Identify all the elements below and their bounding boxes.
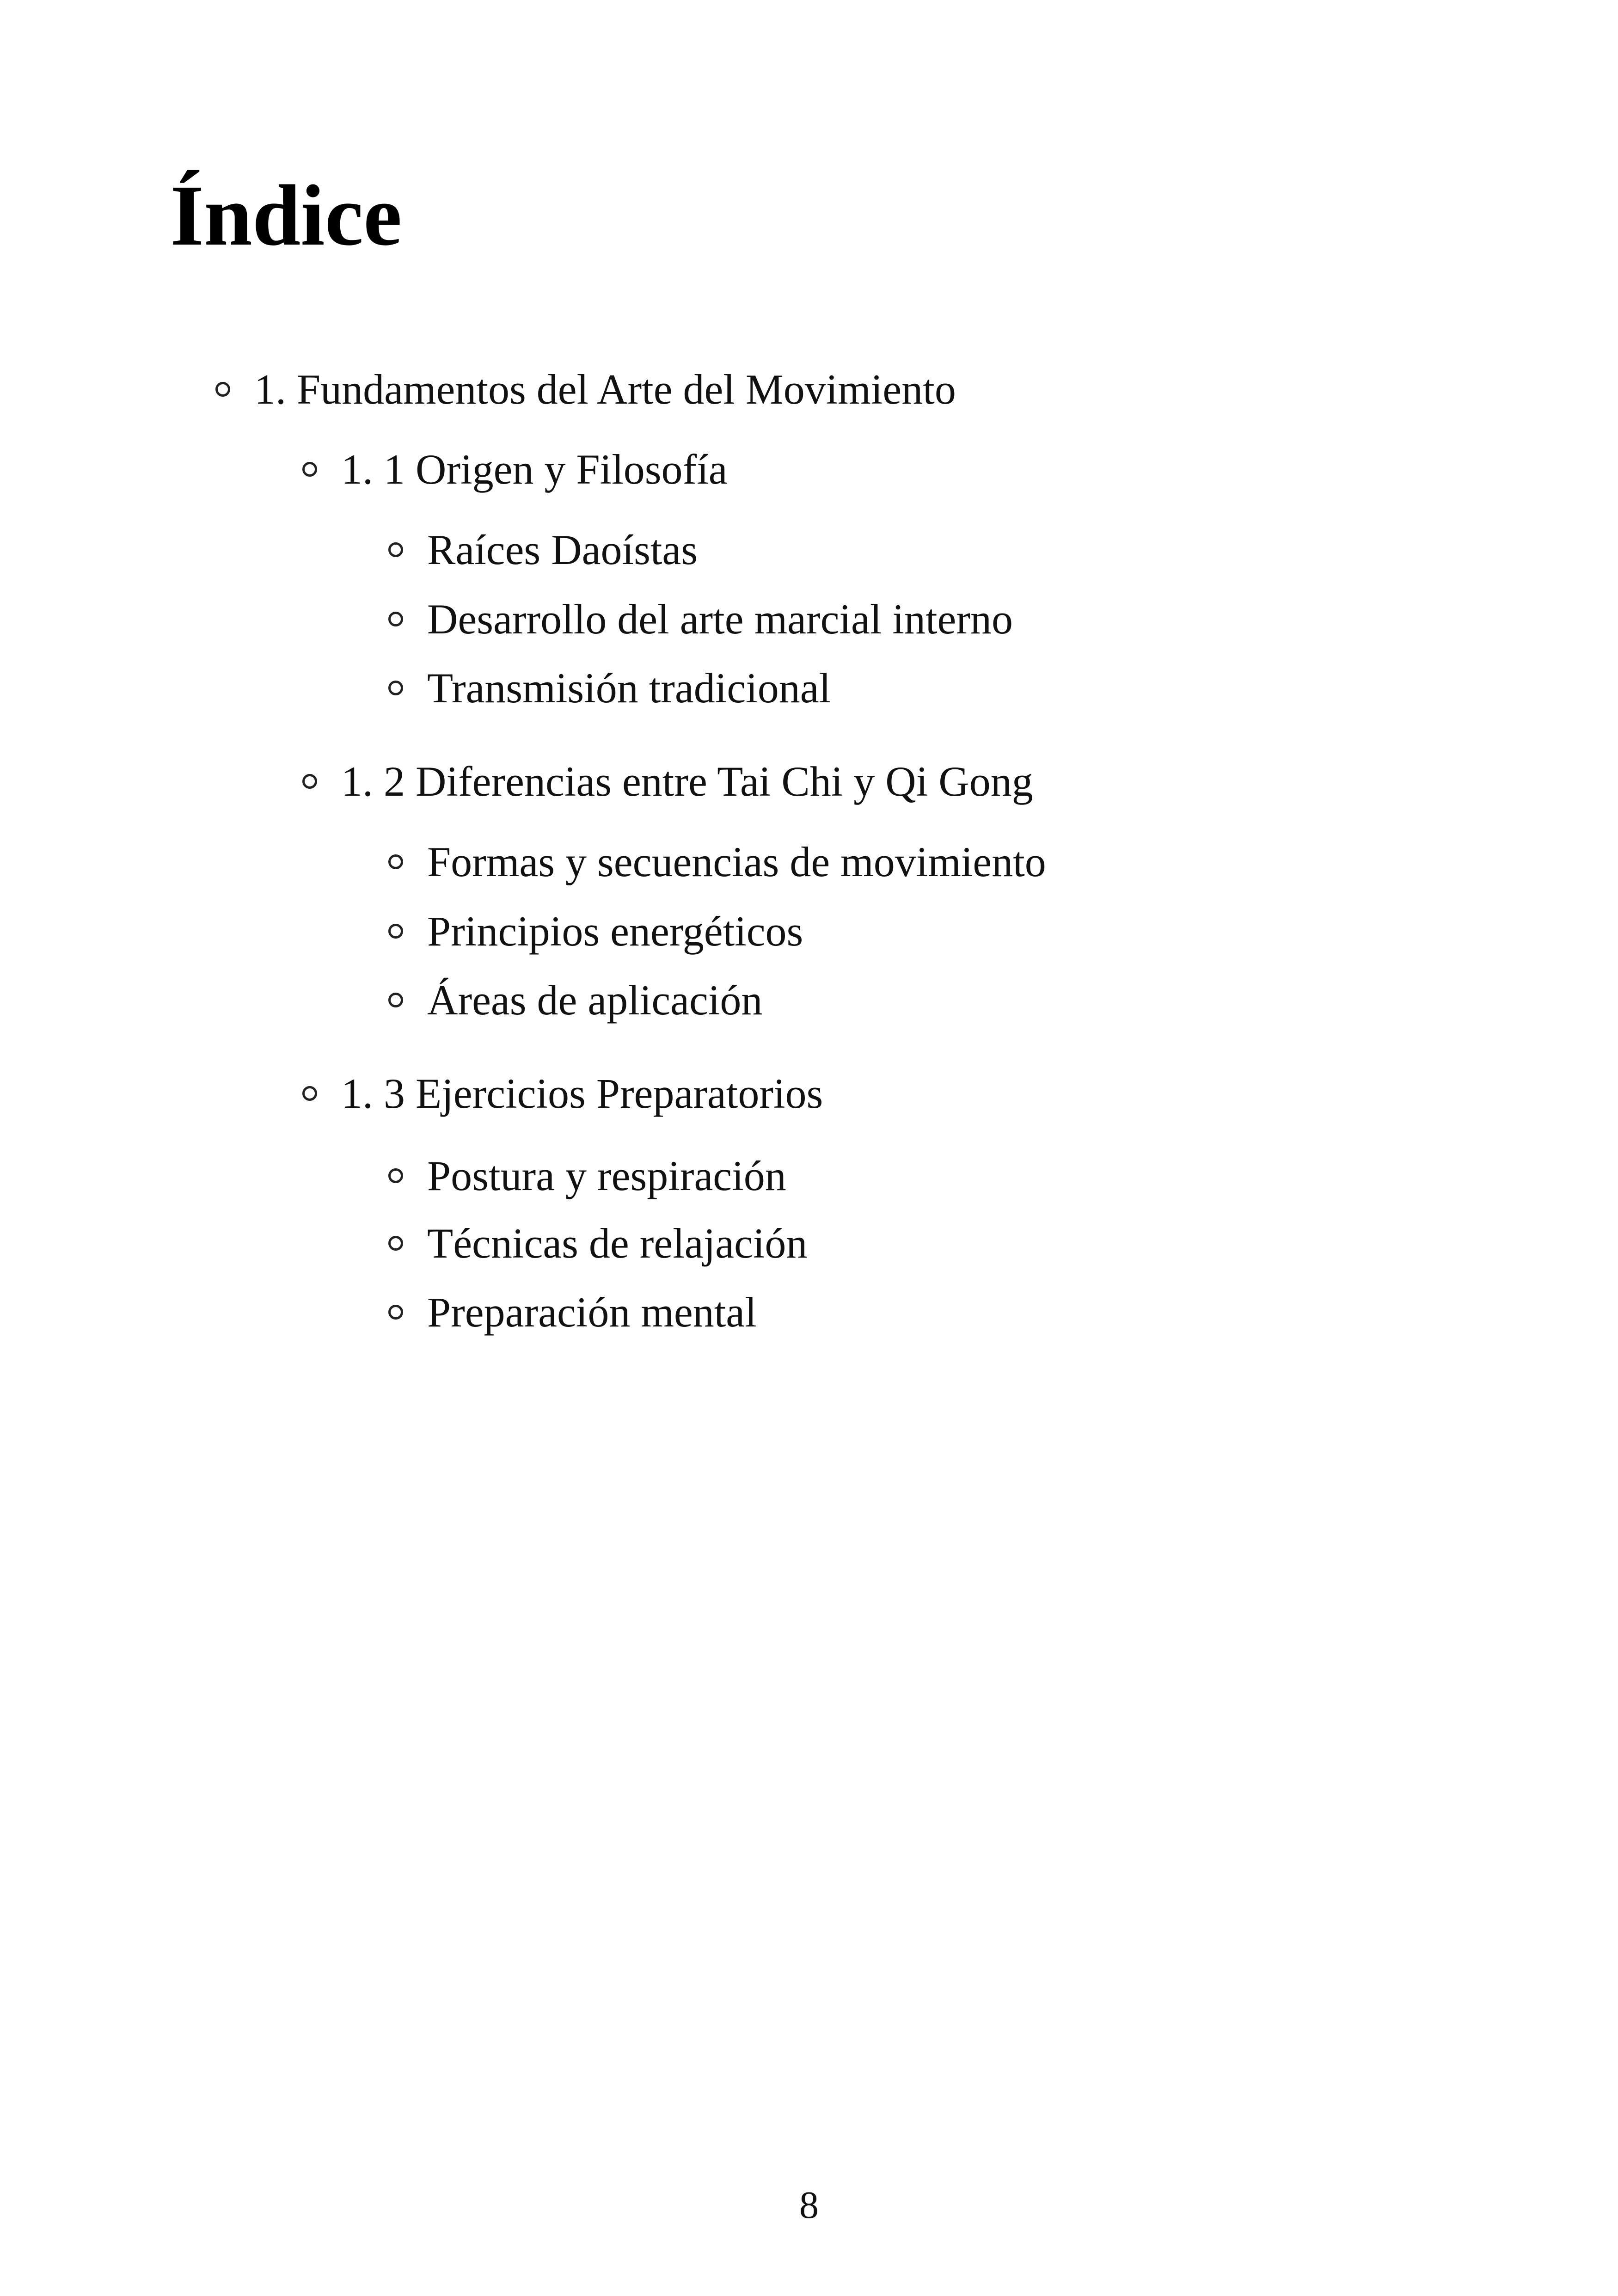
hollow-circle-bullet-icon [388,1236,403,1251]
hollow-circle-bullet-icon [388,1168,403,1183]
toc-entry-label: Transmisión tradicional [427,664,831,712]
toc-entry-label: Principios energéticos [427,908,803,955]
toc-entry-section-1-3 [302,1072,823,1115]
hollow-circle-bullet-icon [215,382,230,397]
hollow-circle-bullet-icon [302,1086,317,1101]
page-number: 8 [799,2184,819,2227]
hollow-circle-bullet-icon [388,1305,403,1320]
toc-entry-label: Desarrollo del arte marcial interno [427,595,1013,643]
hollow-circle-bullet-icon [302,774,317,789]
toc-entry-label: Áreas de aplicación [427,976,763,1024]
toc-entry-label: Preparación mental [427,1289,757,1336]
page-title: Índice [170,167,402,264]
hollow-circle-bullet-icon [388,612,403,626]
toc-entry-label: Formas y secuencias de movimiento [427,838,1046,885]
toc-entry-section-1-1 [302,448,728,491]
toc-entry-label: 1. Fundamentos del Arte del Movimiento [254,366,956,413]
toc-entry-subitem [388,1222,807,1265]
toc-entry-label: 1. 3 Ejercicios Preparatorios [341,1070,823,1117]
toc-entry-label: Postura y respiración [427,1152,786,1199]
toc-entry-subitem [388,1154,786,1197]
toc-entry-subitem [388,976,763,1024]
toc-entry-subitem [388,664,831,712]
toc-entry-section-1-2 [302,760,1033,803]
toc-entry-subitem [388,595,1013,643]
toc-entry-label: Técnicas de relajación [427,1220,808,1267]
toc-entry-subitem [388,838,1046,885]
toc-entry-label: 1. 2 Diferencias entre Tai Chi y Qi Gong [341,758,1033,805]
toc-entry-subitem [388,1289,757,1336]
toc-entry-chapter-1 [215,368,956,411]
toc-entry-label: Raíces Daoístas [427,526,698,573]
hollow-circle-bullet-icon [388,993,403,1007]
hollow-circle-bullet-icon [388,681,403,695]
toc-entry-label: 1. 1 Origen y Filosofía [341,446,728,493]
hollow-circle-bullet-icon [302,462,317,477]
hollow-circle-bullet-icon [388,854,403,869]
toc-entry-subitem [388,528,698,571]
toc-entry-subitem [388,908,803,955]
hollow-circle-bullet-icon [388,924,403,939]
hollow-circle-bullet-icon [388,542,403,557]
